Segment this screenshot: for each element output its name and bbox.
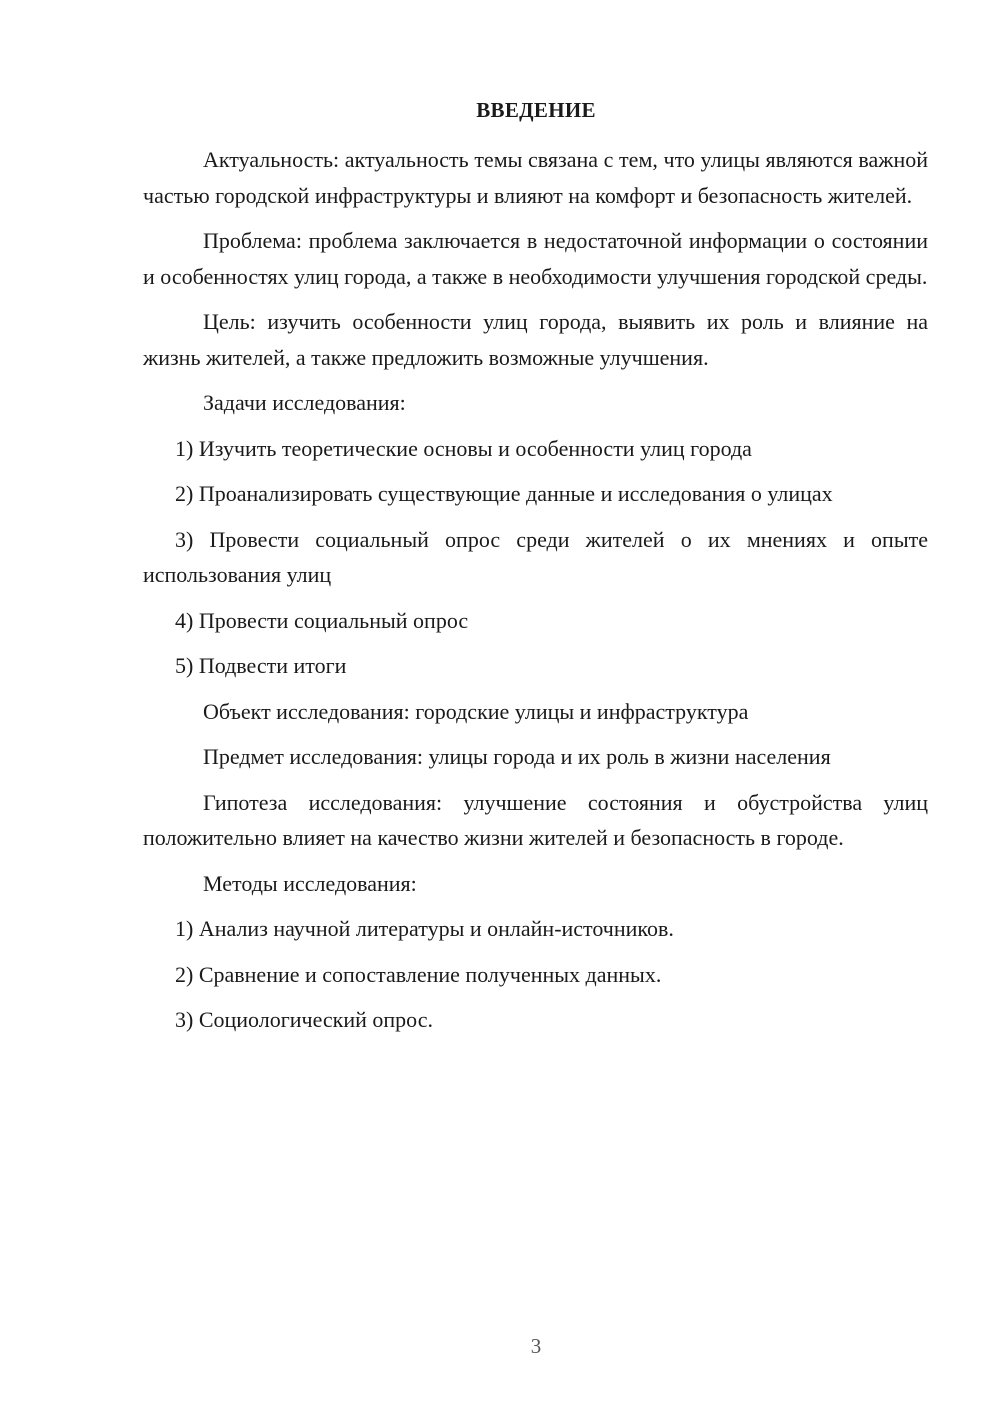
paragraph-hypothesis: Гипотеза исследования: улучшение состояния и обустройства улиц положительно влияет на качество жизни жителей и безопасность в городе. (143, 789, 928, 850)
document-body (143, 142, 928, 1048)
paragraph-tasks-heading: Задачи исследования: (203, 390, 406, 415)
paragraph-object: Объект исследования: городские улицы и инфраструктура (203, 698, 749, 724)
task-item: 1) Изучить теоретические основы и особенности улиц города (175, 435, 752, 461)
paragraph-goal: Цель: изучить особенности улиц города, выявить их роль и влияние на жизнь жителей, а также предложить возможные улучшения. (143, 309, 928, 370)
page-number: 3 (530, 1334, 542, 1358)
paragraph-methods-heading: Методы исследования: (203, 870, 417, 896)
task-item: 4) Провести социальный опрос (175, 607, 469, 633)
task-item: 3) Провести социальный опрос среди жителей о их мнениях и опыте использования улиц (143, 526, 928, 587)
paragraph-problem: Проблема: проблема заключается в недостаточной информации о состоянии и особенностях улиц города, а также в необходимости улучшения городской среды. (143, 228, 928, 289)
paragraph-relevance: Актуальность: актуальность темы связана с тем, что улицы являются важной частью городской инфраструктуры и влияют на комфорт и безопасность жителей. (143, 147, 928, 208)
section-title: ВВЕДЕНИЕ (476, 98, 596, 122)
task-item: 2) Проанализировать существующие данные и исследования о улицах (175, 481, 833, 506)
method-item: 1) Анализ научной литературы и онлайн-источников. (175, 916, 674, 941)
method-item: 3) Социологический опрос. (175, 1007, 433, 1032)
paragraph-subject: Предмет исследования: улицы города и их роль в жизни населения (203, 744, 831, 769)
method-item: 2) Сравнение и сопоставление полученных данных. (175, 961, 662, 987)
task-item: 5) Подвести итоги (175, 653, 347, 678)
